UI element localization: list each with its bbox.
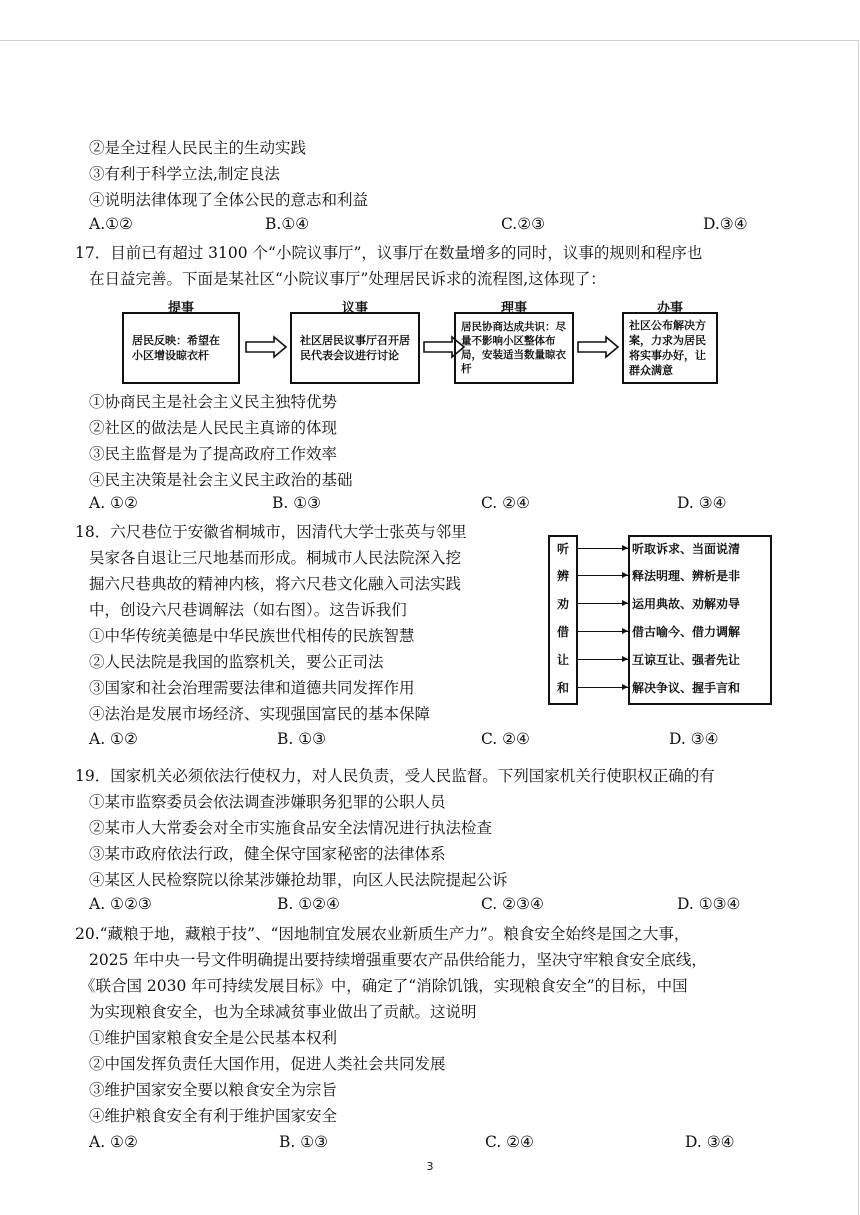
q19-option-d[interactable]: D. ①③④ [677,895,741,913]
diagram-text: 释法明理、辨析是非 [632,569,741,583]
q18-option-b[interactable]: B. ①③ [277,730,327,748]
q17-option-d[interactable]: D. ③④ [677,494,727,512]
diagram-char: 劝 [556,597,569,611]
flow-stage-box [290,312,420,384]
q18-statement-4: ④法治是发展市场经济、实现强国富民的基本保障 [89,705,431,723]
q17-option-c[interactable]: C. ②④ [481,494,530,512]
diagram-text: 听取诉求、当面说清 [632,542,741,556]
q19-option-b[interactable]: B. ①②④ [277,895,340,913]
q17-statement-3: ③民主监督是为了提高政府工作效率 [89,445,338,463]
diagram-connector [578,687,628,688]
diagram-char: 辨 [556,569,569,583]
q20-statement-1: ①维护国家粮食安全是公民基本权利 [89,1029,338,1047]
q16-option-c[interactable]: C.②③ [501,215,546,233]
q18-option-a[interactable]: A. ①② [89,730,138,748]
q19-statement-3: ③某市政府依法行政，健全保守国家秘密的法律体系 [89,845,446,863]
diagram-connector [578,548,628,549]
diagram-char: 听 [556,542,569,556]
q16-option-b[interactable]: B.①④ [265,215,310,233]
q20-statement-2: ②中国发挥负责任大国作用，促进人类社会共同发展 [89,1055,446,1073]
q19-statement-4: ④某区人民检察院以徐某涉嫌抢劫罪，向区人民法院提起公诉 [89,871,508,889]
q16-option-a[interactable]: A.①② [89,215,133,233]
diagram-text: 借古喻今、借力调解 [632,625,741,639]
q16-statement-4: ④说明法律体现了全体公民的意志和利益 [89,191,369,209]
q17-option-a[interactable]: A. ①② [89,494,138,512]
q17-flowchart [118,297,718,392]
flow-stage-box [122,312,240,384]
q17-statement-4: ④民主决策是社会主义民主政治的基础 [89,471,353,489]
flow-arrow-icon [576,335,620,359]
flow-stage-heading: 提事 [167,301,194,316]
q20-stem-line-1: 20.“藏粮于地，藏粮于技”、“因地制宜发展农业新质生产力”。粮食安全始终是国之大事， [75,925,690,943]
flow-stage-box [622,312,718,384]
q19-stem-line-1: 19．国家机关必须依法行使权力，对人民负责，受人民监督。下列国家机关行使职权正确的有 [75,767,715,785]
flow-arrow-icon [244,335,288,359]
q18-options [89,730,769,752]
q18-stem-line-4: 中，创设六尺巷调解法（如右图）。这告诉我们 [89,601,407,619]
flow-stage-text: 居民反映：希望在小区增设晾衣杆 [132,334,220,362]
q17-statement-1: ①协商民主是社会主义民主独特优势 [89,393,338,411]
q19-statement-1: ①某市监察委员会依法调查涉嫌职务犯罪的公职人员 [89,793,446,811]
diagram-char: 和 [556,681,569,695]
q17-option-b[interactable]: B. ①③ [272,494,322,512]
q18-stem-line-1: 18．六尺巷位于安徽省桐城市，因清代大学士张英与邻里 [75,523,467,541]
q16-statement-3: ③有利于科学立法,制定良法 [89,165,280,183]
flow-stage-text: 社区公布解决方案，力求为居民将实事办好，让群众满意 [629,319,706,377]
diagram-connector [578,575,628,576]
diagram-text: 运用典故、劝解劝导 [632,597,741,611]
flow-stage-heading: 办事 [656,301,683,316]
flow-stage-heading: 议事 [341,301,368,316]
q20-option-b[interactable]: B. ①③ [279,1133,329,1151]
flow-stage-execute [622,297,718,392]
q20-statement-3: ③维护国家安全要以粮食安全为宗旨 [89,1081,338,1099]
flow-stage-text: 社区居民议事厅召开居民代表会议进行讨论 [300,334,410,362]
q19-option-c[interactable]: C. ②③④ [481,895,544,913]
q20-stem-line-2: 2025 年中央一号文件明确提出要持续增强重要农产品供给能力，坚决守牢粮食安全底线， [89,951,707,969]
q20-option-c[interactable]: C. ②④ [485,1133,534,1151]
diagram-connector [578,659,628,660]
q19-statement-2: ②某市人大常委会对全市实施食品安全法情况进行执法检查 [89,819,493,837]
diagram-char: 借 [556,625,569,639]
q18-stem-line-3: 掘六尺巷典故的精神内核，将六尺巷文化融入司法实践 [89,575,462,593]
flow-stage-handle [454,297,574,392]
q18-mediation-diagram [548,535,772,705]
q18-statement-3: ③国家和社会治理需要法律和道德共同发挥作用 [89,679,415,697]
q17-statement-2: ②社区的做法是人民民主真谛的体现 [89,419,338,437]
q17-stem-line-1: 17．目前已有超过 3100 个“小院议事厅”，议事厅在数量增多的同时，议事的规则和程序也 [75,244,703,262]
q20-statement-4: ④维护粮食安全有利于维护国家安全 [89,1107,338,1125]
q20-option-a[interactable]: A. ①② [89,1133,138,1151]
q17-options [89,494,769,516]
q20-option-d[interactable]: D. ③④ [685,1133,735,1151]
flow-stage-box [454,312,574,384]
q18-statement-2: ②人民法院是我国的监察机关，要公正司法 [89,653,384,671]
diagram-text: 解决争议、握手言和 [632,681,741,695]
q19-option-a[interactable]: A. ①②③ [89,895,152,913]
q18-stem-line-2: 吴家各自退让三尺地基而形成。桐城市人民法院深入挖 [89,549,462,567]
q18-option-d[interactable]: D. ③④ [669,730,719,748]
flow-stage-heading: 理事 [500,301,527,316]
page-number: 3 [426,1160,434,1173]
diagram-connector [578,603,628,604]
q20-stem-line-4: 为实现粮食安全，也为全球减贫事业做出了贡献。这说明 [89,1003,477,1021]
flow-stage-text: 居民协商达成共识：尽量不影响小区整体布局，安装适当数量晾衣杆 [461,321,566,375]
q19-options [89,895,769,917]
flow-stage-discuss [290,297,420,392]
q20-stem-line-3: 《联合国 2030 年可持续发展目标》中，确定了“消除饥饿，实现粮食安全”的目标，中国 [80,977,688,995]
q17-stem-line-2: 在日益完善。下面是某社区“小院议事厅”处理居民诉求的流程图,这体现了： [89,270,606,288]
q18-statement-1: ①中华传统美德是中华民族世代相传的民族智慧 [89,627,415,645]
q16-statement-2: ②是全过程人民民主的生动实践 [89,139,307,157]
q16-options [89,215,769,237]
diagram-connector [578,631,628,632]
diagram-char: 让 [556,653,569,667]
q20-options [89,1133,769,1155]
q18-option-c[interactable]: C. ②④ [481,730,530,748]
q16-option-d[interactable]: D.③④ [703,215,748,233]
diagram-text: 互谅互让、强者先让 [632,653,741,667]
flow-stage-propose [122,297,240,392]
